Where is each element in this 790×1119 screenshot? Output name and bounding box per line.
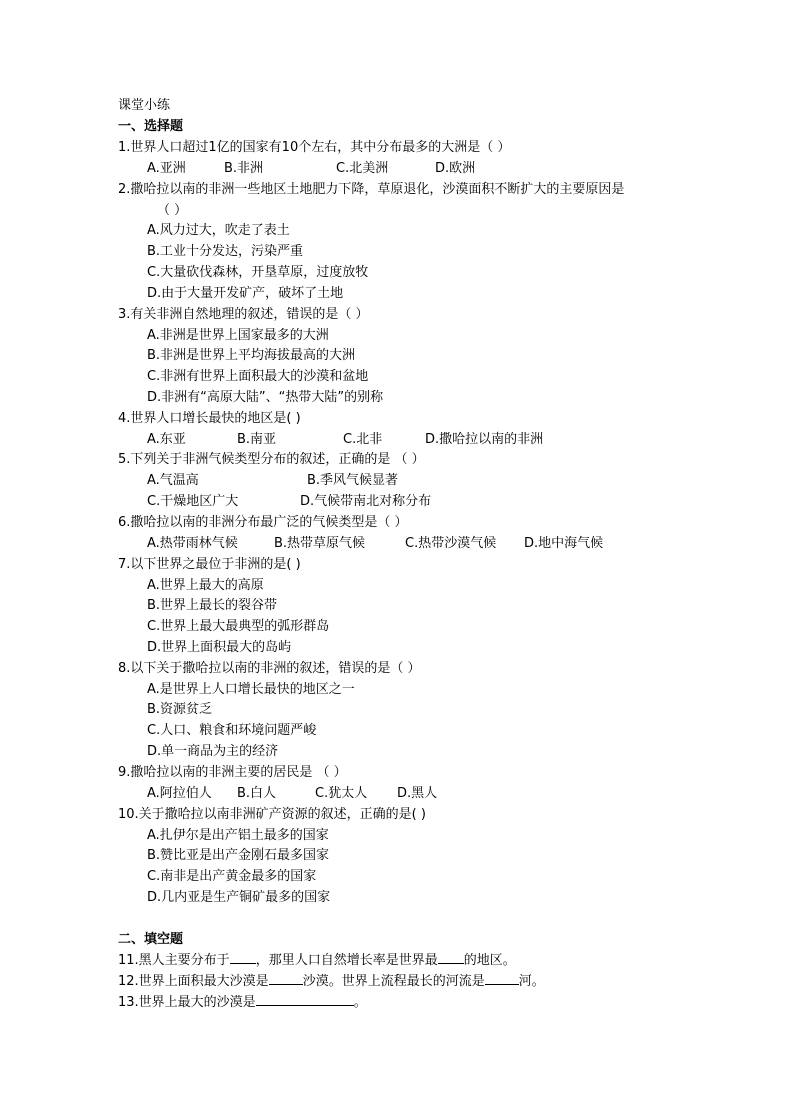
- question-5-stem: 5.下列关于非洲气候类型分布的叙述，正确的是 （ ）: [118, 452, 425, 467]
- option-c: C.北非: [343, 432, 383, 447]
- option-d: D.气候带南北对称分布: [300, 494, 432, 509]
- fill-11-blank-2[interactable]: [438, 950, 464, 964]
- question-3-option-c: C.非洲有世界上面积最大的沙漠和盆地: [147, 369, 369, 384]
- question-7-option-c: C.世界上最大最典型的弧形群岛: [147, 619, 330, 634]
- fill-12-text-a: 12.世界上面积最大沙漠是: [118, 974, 269, 989]
- question-8-stem: 8.以下关于撒哈拉以南的非洲的叙述，错误的是（ ）: [118, 661, 421, 676]
- fill-question-11: [118, 950, 516, 971]
- fill-12-text-b: 沙漠。世界上流程最长的河流是: [302, 974, 485, 989]
- option-c: C.热带沙漠气候: [405, 536, 497, 551]
- question-3-option-b: B.非洲是世界上平均海拔最高的大洲: [147, 348, 356, 363]
- option-d: D.欧洲: [435, 161, 476, 176]
- fill-13-blank-1[interactable]: [256, 992, 354, 1006]
- section-heading-fill-in: 二、填空题: [118, 932, 184, 947]
- fill-13-text-a: 13.世界上最大的沙漠是: [118, 995, 256, 1010]
- question-3-option-d: D.非洲有“高原大陆”、“热带大陆”的别称: [147, 390, 384, 405]
- question-4-stem: 4.世界人口增长最快的地区是( ): [118, 411, 301, 426]
- option-a: A.气温高: [147, 473, 199, 488]
- option-d: D.撒哈拉以南的非洲: [425, 432, 544, 447]
- question-8-option-a: A.是世界上人口增长最快的地区之一: [147, 682, 355, 697]
- fill-12-blank-1[interactable]: [269, 971, 303, 985]
- option-b: B.热带草原气候: [274, 536, 366, 551]
- question-10-option-c: C.南非是出产黄金最多的国家: [147, 869, 317, 884]
- question-4-options: [147, 430, 647, 450]
- question-10-option-d: D.几内亚是生产铜矿最多的国家: [147, 890, 331, 905]
- option-a: A.亚洲: [147, 161, 186, 176]
- question-7-option-d: D.世界上面积最大的岛屿: [147, 640, 292, 655]
- question-10-option-a: A.扎伊尔是出产铝土最多的国家: [147, 828, 329, 843]
- fill-11-text-a: 11.黑人主要分布于: [118, 953, 230, 968]
- fill-13-text-b: 。: [353, 995, 367, 1010]
- fill-12-blank-2[interactable]: [485, 971, 519, 985]
- question-6-stem: 6.撒哈拉以南的非洲分布最广泛的气候类型是（ ）: [118, 515, 408, 530]
- option-c: C.干燥地区广大: [147, 494, 239, 509]
- question-9-stem: 9.撒哈拉以南的非洲主要的居民是 （ ）: [118, 765, 347, 780]
- question-7-option-b: B.世界上最长的裂谷带: [147, 598, 278, 613]
- fill-11-text-b: ，那里人口自然增长率是世界最: [255, 953, 438, 968]
- question-7-option-a: A.世界上最大的高原: [147, 578, 264, 593]
- question-8-option-d: D.单一商品为主的经济: [147, 744, 279, 759]
- option-b: B.南亚: [237, 432, 277, 447]
- question-6-options: [147, 534, 647, 554]
- option-c: C.北美洲: [336, 161, 389, 176]
- option-a: A.阿拉伯人: [147, 786, 212, 801]
- question-1-options: [147, 159, 647, 179]
- option-d: D.黑人: [397, 786, 438, 801]
- option-a: A.东亚: [147, 432, 186, 447]
- option-c: C.犹太人: [315, 786, 368, 801]
- worksheet-title: 课堂小练: [118, 98, 171, 113]
- question-2-option-c: C.大量砍伐森林，开垦草原，过度放牧: [147, 265, 369, 280]
- question-1-stem: 1.世界人口超过1亿的国家有10个左右，其中分布最多的大洲是（ ）: [118, 140, 511, 155]
- question-2-option-b: B.工业十分发达，污染严重: [147, 244, 304, 259]
- option-b: B.非洲: [224, 161, 264, 176]
- option-b: B.白人: [237, 786, 277, 801]
- question-2-option-d: D.由于大量开发矿产，破坏了土地: [147, 286, 344, 301]
- question-3-option-a: A.非洲是世界上国家最多的大洲: [147, 328, 329, 343]
- question-7-stem: 7.以下世界之最位于非洲的是( ): [118, 557, 301, 572]
- question-9-options: [147, 784, 647, 804]
- option-a: A.热带雨林气候: [147, 536, 238, 551]
- option-d: D.地中海气候: [524, 536, 604, 551]
- question-5-options-row1: [147, 471, 647, 491]
- fill-12-text-c: 河。: [518, 974, 545, 989]
- option-b: B.季风气候显著: [307, 473, 399, 488]
- fill-11-blank-1[interactable]: [230, 950, 256, 964]
- question-3-stem: 3.有关非洲自然地理的叙述，错误的是（ ）: [118, 307, 369, 322]
- fill-question-12: [118, 971, 545, 992]
- question-8-option-b: B.资源贫乏: [147, 702, 213, 717]
- question-2-stem: 2.撒哈拉以南的非洲一些地区土地肥力下降，草原退化，沙漠面积不断扩大的主要原因是: [118, 182, 625, 197]
- question-2-option-a: A.风力过大，吹走了表土: [147, 223, 290, 238]
- question-8-option-c: C.人口、粮食和环境问题严峻: [147, 723, 317, 738]
- section-heading-multiple-choice: 一、选择题: [118, 119, 184, 134]
- question-2-stem-continued: （ ）: [157, 203, 188, 218]
- question-5-options-row2: [147, 492, 647, 512]
- fill-11-text-c: 的地区。: [463, 953, 516, 968]
- fill-question-13: [118, 992, 367, 1013]
- question-10-stem: 10.关于撒哈拉以南非洲矿产资源的叙述，正确的是( ): [118, 807, 426, 822]
- question-10-option-b: B.赞比亚是出产金刚石最多国家: [147, 848, 330, 863]
